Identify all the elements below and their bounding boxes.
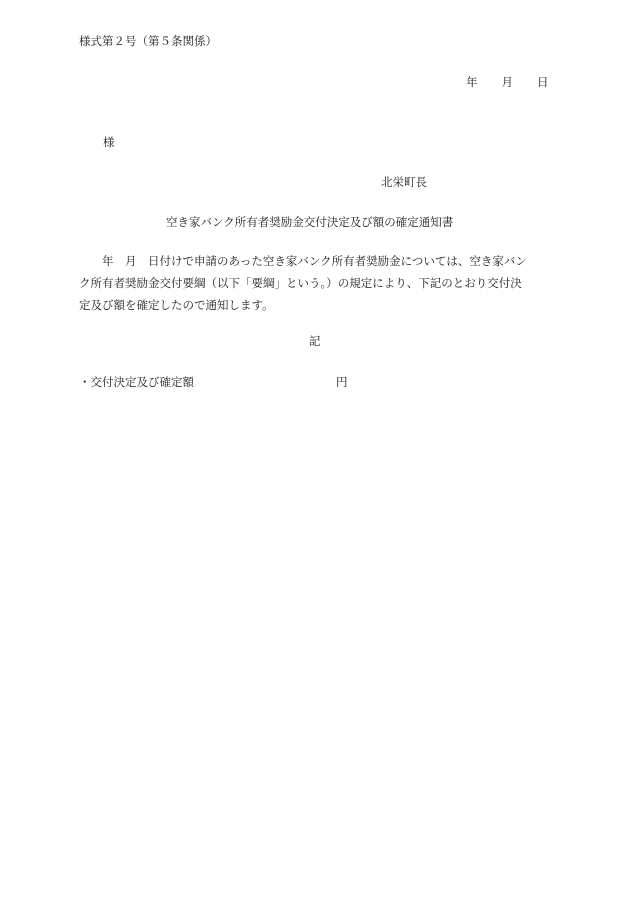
ki-heading: 記 (309, 334, 321, 348)
amount-label: ・交付決定及び確定額 (79, 375, 194, 389)
issuer-name: 北栄町長 (381, 175, 427, 189)
date-month-label: 月 (501, 75, 513, 89)
amount-row (79, 375, 348, 389)
amount-unit: 円 (336, 375, 348, 389)
body-paragraph (79, 250, 553, 316)
date-day-label: 日 (537, 75, 549, 89)
body-line: 年 月 日付けで申請のあった空き家バンク所有者奨励金については、空き家バン (79, 254, 527, 268)
document-title: 空き家バンク所有者奨励金交付決定及び額の確定通知書 (166, 215, 454, 229)
addressee-honorific: 様 (103, 135, 115, 149)
body-line: ク所有者奨励金交付要綱（以下「要綱」という。）の規定により、下記のとおり交付決 (79, 276, 522, 290)
form-number: 様式第２号（第５条関係） (79, 34, 217, 48)
date-year-label: 年 (466, 75, 478, 89)
body-line: 定及び額を確定したので通知します。 (79, 298, 274, 312)
date-line (466, 75, 549, 89)
